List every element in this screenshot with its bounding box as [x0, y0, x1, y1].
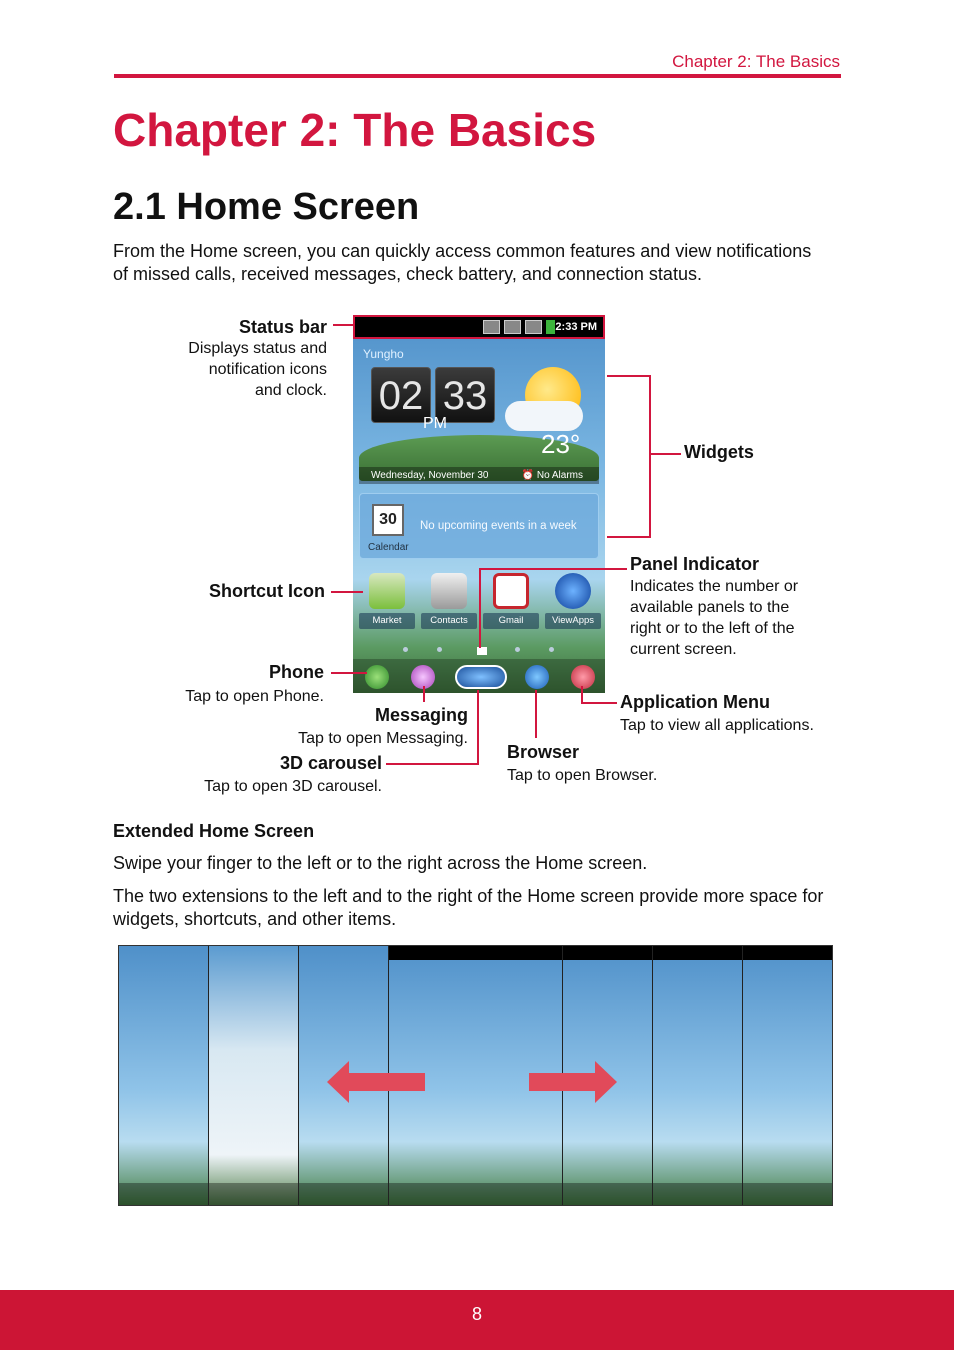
- extension-panel: [653, 946, 743, 1206]
- extended-paragraph-1: Swipe your finger to the left or to the right across the Home screen.: [113, 853, 648, 873]
- panel-status-bar: [563, 946, 652, 960]
- shortcut-icon-callout-title: Shortcut Icon: [209, 581, 325, 601]
- carousel-callout-title: 3D carousel: [279, 753, 382, 773]
- panel-dot: [549, 647, 554, 652]
- leader-line: [479, 568, 627, 570]
- page-number: 8: [471, 1304, 482, 1324]
- panel-dock: [743, 1183, 833, 1206]
- shortcut-label: Market: [359, 613, 415, 629]
- shortcut-label: ViewApps: [545, 613, 601, 629]
- leader-line: [477, 690, 479, 765]
- browser-icon[interactable]: [525, 665, 549, 689]
- calendar-message: No upcoming events in a week: [420, 520, 577, 532]
- chapter-title: Chapter 2: The Basics: [113, 104, 597, 156]
- panel-dot: [515, 647, 520, 652]
- callout-desc-line: Indicates the number or: [630, 578, 799, 595]
- browser-callout-desc: Tap to open Browser.: [507, 767, 658, 784]
- calendar-icon: 30: [372, 504, 404, 536]
- viewapps-shortcut[interactable]: [545, 573, 601, 631]
- contacts-shortcut[interactable]: [421, 573, 477, 631]
- clock-minute: 33: [435, 367, 495, 423]
- running-head: Chapter 2: The Basics: [672, 52, 840, 71]
- panel-dock: [563, 1183, 652, 1206]
- date-bar: [359, 467, 599, 484]
- panel-dock: [209, 1183, 298, 1206]
- leader-line: [535, 690, 537, 738]
- data-icon: [504, 320, 521, 334]
- panel-indicator-callout-title: Panel Indicator: [630, 554, 760, 574]
- swipe-left-arrow-icon: [347, 1073, 425, 1091]
- leader-line: [651, 453, 681, 455]
- status-bar-callout-desc: [150, 338, 327, 401]
- status-bar: [353, 315, 605, 339]
- carousel-callout-desc: Tap to open 3D carousel.: [204, 778, 382, 795]
- dock-bar: [353, 659, 605, 693]
- section-title: 2.1 Home Screen: [113, 186, 420, 228]
- bracket-line: [607, 536, 651, 538]
- signal-icon: [483, 320, 500, 334]
- messaging-callout-desc: Tap to open Messaging.: [298, 730, 468, 747]
- swipe-right-arrow-icon: [529, 1073, 597, 1091]
- calendar-widget[interactable]: [359, 493, 599, 559]
- carousel-icon[interactable]: [455, 665, 507, 689]
- messaging-callout-title: Messaging: [374, 705, 468, 725]
- signal-icon: [525, 320, 542, 334]
- extension-panel: [209, 946, 299, 1206]
- cloud-icon: [505, 401, 583, 431]
- shortcut-label: Contacts: [421, 613, 477, 629]
- notification-icons: [483, 320, 555, 334]
- date-text: Wednesday, November 30: [371, 470, 489, 481]
- widgets-callout-title: Widgets: [684, 442, 754, 462]
- market-icon: [369, 573, 405, 609]
- extended-home-heading: Extended Home Screen: [113, 821, 315, 841]
- extended-home-screenshot: [118, 945, 833, 1206]
- leader-line: [581, 702, 617, 704]
- callout-desc-line: and clock.: [254, 382, 327, 399]
- gmail-shortcut[interactable]: [483, 573, 539, 631]
- calendar-label: Calendar: [368, 542, 409, 553]
- alarm-clock-icon: ⏰: [521, 470, 537, 481]
- panel-dock: [119, 1183, 208, 1206]
- weather-location: Yungho: [363, 347, 404, 361]
- market-shortcut[interactable]: [359, 573, 415, 631]
- alarm-text: No Alarms: [536, 470, 583, 481]
- header-rule: [114, 74, 841, 78]
- panel-dot: [437, 647, 442, 652]
- leader-line: [479, 568, 481, 648]
- callout-desc-line: Displays status and: [188, 340, 327, 357]
- extension-panel: [743, 946, 833, 1206]
- viewapps-icon: [555, 573, 591, 609]
- panel-status-bar: [389, 946, 562, 960]
- bracket-line: [607, 375, 651, 377]
- clock-hour: 02: [371, 367, 431, 423]
- gmail-icon: [493, 573, 529, 609]
- extended-paragraph-2: The two extensions to the left and to the right of the Home screen provide more space for widgets, shortcuts, and other items.: [113, 886, 824, 929]
- panel-indicator: [373, 647, 585, 655]
- battery-icon: [546, 320, 555, 334]
- leader-line: [423, 686, 425, 702]
- panel-dot: [403, 647, 408, 652]
- status-bar-callout-title: Status bar: [238, 317, 327, 337]
- application-menu-callout-title: Application Menu: [620, 692, 770, 712]
- bracket-line: [649, 375, 651, 538]
- browser-callout-title: Browser: [507, 742, 580, 762]
- phone-icon[interactable]: [365, 665, 389, 689]
- alarm-status: [522, 467, 583, 484]
- status-clock: 2:33 PM: [555, 321, 597, 333]
- leader-line: [331, 591, 363, 593]
- leader-line: [386, 763, 479, 765]
- panel-dock: [653, 1183, 742, 1206]
- panel-status-bar: [743, 946, 833, 960]
- callout-desc-line: current screen.: [630, 641, 737, 658]
- clock-ampm: PM: [423, 415, 447, 432]
- contacts-icon: [431, 573, 467, 609]
- temperature: 23°: [541, 429, 581, 459]
- phone-callout-title: Phone: [268, 662, 324, 682]
- panel-dock: [299, 1183, 388, 1206]
- home-icon: [477, 647, 487, 655]
- callout-desc-line: available panels to the: [630, 599, 790, 616]
- intro-paragraph: From the Home screen, you can quickly access common features and view notifications of missed calls, received messages, check battery, and connection status.: [113, 241, 812, 284]
- leader-line: [333, 324, 353, 326]
- app-menu-icon[interactable]: [571, 665, 595, 689]
- phone-callout-desc: Tap to open Phone.: [185, 688, 324, 705]
- panel-indicator-callout-desc: [630, 576, 840, 660]
- extension-panel: [119, 946, 209, 1206]
- shortcut-label: Gmail: [483, 613, 539, 629]
- panel-status-bar: [653, 946, 742, 960]
- callout-desc-line: notification icons: [208, 361, 327, 378]
- leader-line: [331, 672, 367, 674]
- panel-dock: [389, 1183, 562, 1206]
- callout-desc-line: right or to the left of the: [630, 620, 795, 637]
- application-menu-callout-desc: Tap to view all applications.: [620, 717, 814, 734]
